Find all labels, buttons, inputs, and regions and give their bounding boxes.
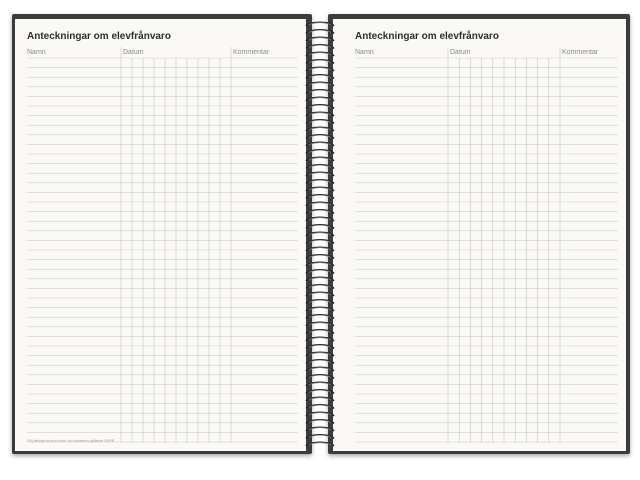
page-title: Anteckningar om elevfrånvaro: [27, 31, 171, 42]
spiral-binding: [300, 14, 340, 454]
right-page-ruling: [333, 19, 626, 451]
column-header-name: Namn: [355, 49, 374, 56]
column-header-comment: Kommentar: [562, 49, 599, 56]
left-page: [15, 19, 306, 451]
column-header-name: Namn: [27, 49, 46, 56]
page-title: Anteckningar om elevfrånvaro: [355, 31, 499, 42]
column-header-comment: Kommentar: [233, 49, 270, 56]
left-page-ruling: [15, 19, 306, 451]
footer-note: Följ riktlinjerna som finns i din kommuns gällande GDPR: [27, 439, 115, 443]
column-header-date: Datum: [450, 49, 471, 56]
right-page: [333, 19, 626, 451]
column-header-date: Datum: [123, 49, 144, 56]
